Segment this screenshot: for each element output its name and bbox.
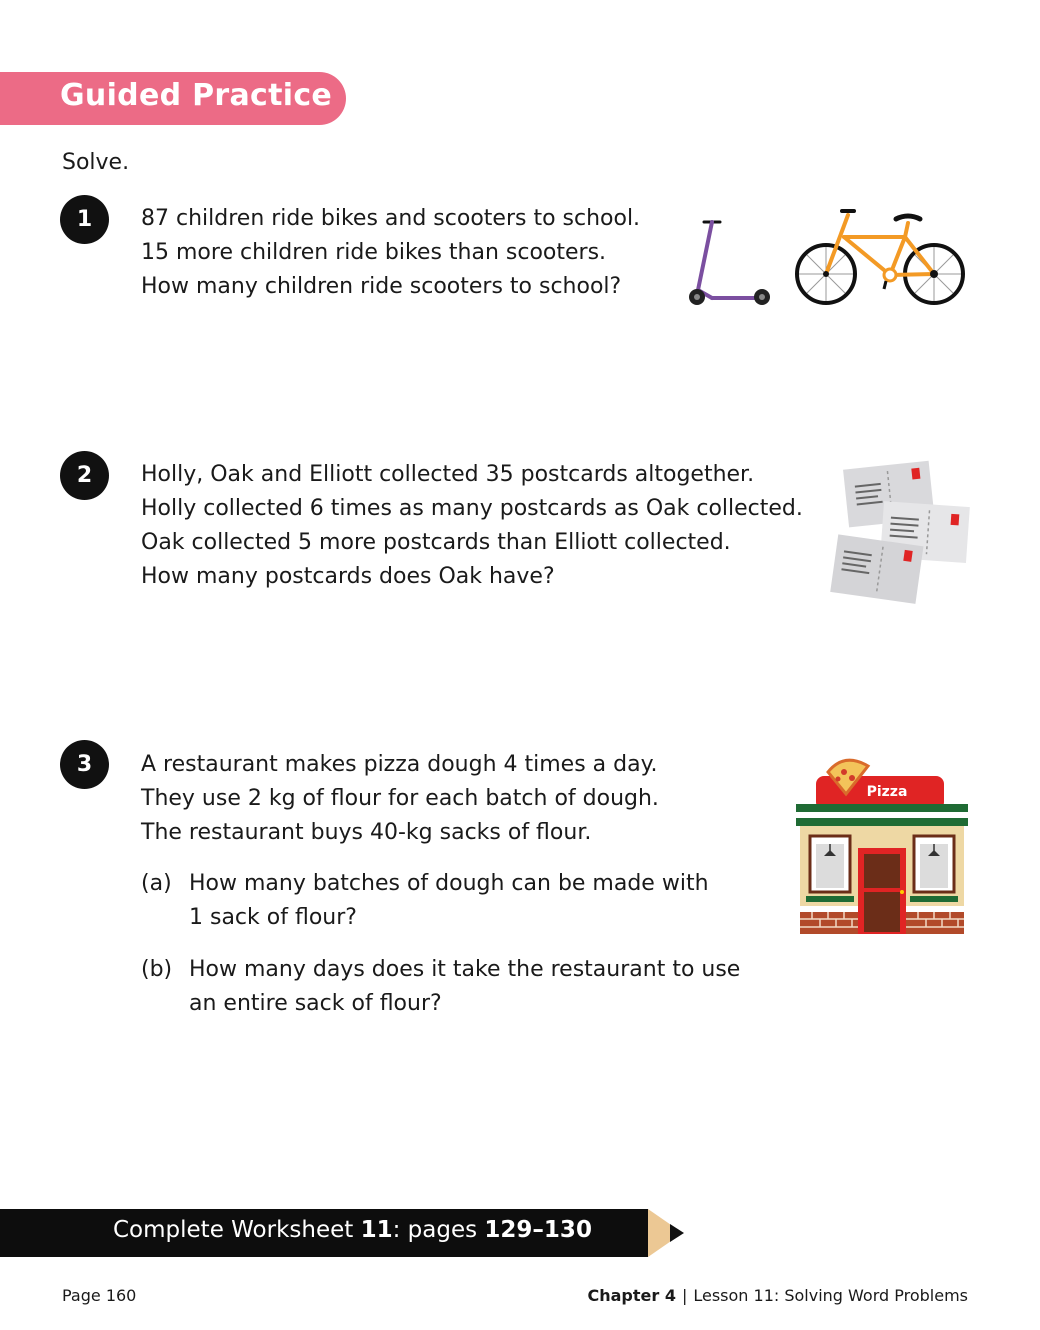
part-line: an entire sack of flour? bbox=[189, 991, 442, 1016]
worksheet-bar bbox=[0, 1209, 648, 1257]
postcards-icon bbox=[828, 458, 974, 610]
part-label: (b) bbox=[141, 957, 173, 982]
problem-line: Holly, Oak and Elliott collected 35 postcards altogether. bbox=[141, 462, 755, 487]
problem-3-text bbox=[141, 748, 659, 850]
problem-line: 15 more children ride bikes than scooters. bbox=[141, 240, 607, 265]
problem-line: How many children ride scooters to school? bbox=[141, 274, 622, 299]
problem-line: A restaurant makes pizza dough 4 times a day. bbox=[141, 752, 658, 777]
problem-2-text bbox=[141, 458, 803, 594]
pizza-sign-text: Pizza bbox=[866, 784, 908, 800]
scooter-icon bbox=[684, 216, 776, 310]
problem-line: How many postcards does Oak have? bbox=[141, 564, 555, 589]
problem-number-badge: 1 bbox=[60, 195, 109, 244]
problem-line: Oak collected 5 more postcards than Elliott collected. bbox=[141, 530, 731, 555]
problem-line: They use 2 kg of flour for each batch of dough. bbox=[141, 786, 659, 811]
part-label: (a) bbox=[141, 871, 172, 896]
pencil-tip-icon bbox=[648, 1209, 688, 1257]
problem-line: 87 children ride bikes and scooters to school. bbox=[141, 206, 641, 231]
part-line: 1 sack of flour? bbox=[189, 905, 357, 930]
part-line: How many days does it take the restaurant to use bbox=[189, 957, 741, 982]
bicycle-icon bbox=[792, 207, 972, 311]
instruction-text: Solve. bbox=[62, 150, 130, 175]
page-number: Page 160 bbox=[62, 1286, 137, 1305]
pizza-shop-icon bbox=[792, 752, 972, 938]
problem-number-badge: 3 bbox=[60, 740, 109, 789]
worksheet-text: Complete Worksheet 11: pages 129–130 bbox=[113, 1217, 592, 1243]
part-line: How many batches of dough can be made with bbox=[189, 871, 709, 896]
problem-number-badge: 2 bbox=[60, 451, 109, 500]
problem-1-text bbox=[141, 202, 640, 304]
problem-line: Holly collected 6 times as many postcards as Oak collected. bbox=[141, 496, 803, 521]
chapter-info: Chapter 4 | Lesson 11: Solving Word Problems bbox=[587, 1286, 968, 1305]
section-title: Guided Practice bbox=[60, 78, 333, 113]
section-banner bbox=[0, 72, 346, 125]
problem-line: The restaurant buys 40-kg sacks of flour. bbox=[141, 820, 592, 845]
